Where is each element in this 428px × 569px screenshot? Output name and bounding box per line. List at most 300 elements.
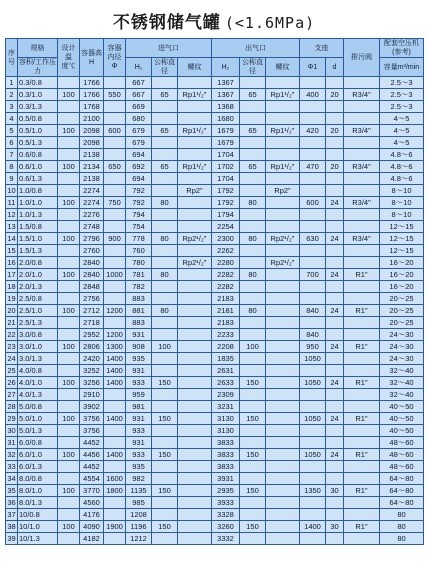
table-cell: 8～10 xyxy=(380,209,424,221)
table-cell: 80 xyxy=(240,197,266,209)
table-cell xyxy=(104,389,126,401)
table-cell: Rp2¹/₂" xyxy=(266,233,300,245)
table-cell: 19 xyxy=(7,293,16,303)
table-cell xyxy=(300,281,326,293)
table-cell xyxy=(266,401,300,413)
table-cell: 10 xyxy=(7,185,16,195)
table-cell: 470 xyxy=(300,161,326,173)
table-cell: 65 xyxy=(152,125,178,137)
table-cell: R1" xyxy=(344,521,380,533)
table-cell xyxy=(240,365,266,377)
table-cell xyxy=(152,257,178,269)
table-cell xyxy=(344,425,380,437)
table-cell xyxy=(326,281,344,293)
table-cell: 1050 xyxy=(300,413,326,425)
table-cell: 1196 xyxy=(126,521,152,533)
table-cell xyxy=(344,329,380,341)
table-cell: 2183 xyxy=(212,317,240,329)
table-cell xyxy=(104,461,126,473)
table-cell xyxy=(344,149,380,161)
table-cell xyxy=(178,173,212,185)
table-row xyxy=(6,389,424,401)
table-cell: 8 xyxy=(6,161,18,173)
table-cell: 2760 xyxy=(80,245,104,257)
table-cell: Rp1¹/₂" xyxy=(178,125,212,137)
table-cell: 28 xyxy=(7,401,16,411)
table-cell: 65 xyxy=(152,89,178,101)
table-cell: 679 xyxy=(126,125,152,137)
table-cell xyxy=(344,221,380,233)
table-cell xyxy=(178,269,212,281)
table-cell xyxy=(344,317,380,329)
table-row xyxy=(6,185,424,197)
table-cell: 2.5～3 xyxy=(380,101,424,113)
table-cell: 4182 xyxy=(80,533,104,545)
table-cell xyxy=(300,317,326,329)
table-row xyxy=(6,77,424,89)
table-cell xyxy=(152,497,178,509)
table-cell: 150 xyxy=(240,377,266,389)
table-cell: 1050 xyxy=(300,353,326,365)
table-cell: 2282 xyxy=(212,269,240,281)
table-cell: R1" xyxy=(344,377,380,389)
table-cell: 4.8～6 xyxy=(380,149,424,161)
table-cell: 2098 xyxy=(80,137,104,149)
table-cell: 17 xyxy=(7,269,16,279)
table-cell: R3/4" xyxy=(344,197,380,209)
table-cell xyxy=(344,497,380,509)
table-cell: 3833 xyxy=(212,437,240,449)
table-cell: 1.5/1.3 xyxy=(18,245,58,257)
table-cell: 2712 xyxy=(80,305,104,317)
table-cell: 2282 xyxy=(212,281,240,293)
table-cell: 4452 xyxy=(80,461,104,473)
table-cell: 985 xyxy=(126,497,152,509)
table-row xyxy=(6,497,424,509)
table-cell xyxy=(58,509,80,521)
table-cell: 2848 xyxy=(80,281,104,293)
table-cell xyxy=(326,173,344,185)
table-cell: 11 xyxy=(6,197,18,209)
table-cell xyxy=(300,497,326,509)
table-cell: 37 xyxy=(7,509,16,519)
table-cell: 2098 xyxy=(80,125,104,137)
table-cell: 30 xyxy=(326,521,344,533)
table-cell: R3/4" xyxy=(344,125,380,137)
table-cell xyxy=(104,317,126,329)
table-cell: 24～30 xyxy=(380,329,424,341)
table-cell xyxy=(178,485,212,497)
table-cell: 778 xyxy=(126,233,152,245)
table-cell: 2138 xyxy=(80,173,104,185)
table-cell: 20～25 xyxy=(380,293,424,305)
table-row xyxy=(6,173,424,185)
table-cell: 630 xyxy=(300,233,326,245)
table-cell xyxy=(178,413,212,425)
table-cell xyxy=(300,113,326,125)
table-cell: Rp1¹/₂" xyxy=(266,161,300,173)
table-cell: 959 xyxy=(126,389,152,401)
header-compressor: 配套空压机(参考) xyxy=(380,39,424,58)
table-row xyxy=(6,125,424,137)
table-cell xyxy=(266,149,300,161)
table-cell xyxy=(152,293,178,305)
table-cell xyxy=(240,101,266,113)
table-cell: 21 xyxy=(7,317,16,327)
table-cell xyxy=(58,257,80,269)
table-cell xyxy=(104,137,126,149)
table-row xyxy=(6,425,424,437)
table-cell: 3260 xyxy=(212,521,240,533)
table-cell xyxy=(326,329,344,341)
table-cell: 2183 xyxy=(212,293,240,305)
table-cell: R3/4" xyxy=(344,89,380,101)
table-cell xyxy=(104,245,126,257)
table-cell xyxy=(152,113,178,125)
table-cell xyxy=(344,533,380,545)
table-cell xyxy=(326,77,344,89)
table-cell: 1200 xyxy=(104,305,126,317)
header-phi1: Φ1 xyxy=(300,58,326,77)
table-cell: Rp2¹/₂" xyxy=(178,257,212,269)
table-cell xyxy=(240,281,266,293)
table-row xyxy=(6,401,424,413)
table-cell: 780 xyxy=(126,257,152,269)
table-cell xyxy=(58,533,80,545)
table-cell: 24～30 xyxy=(380,341,424,353)
table-cell: 931 xyxy=(126,329,152,341)
table-cell xyxy=(300,137,326,149)
table-cell: 1300 xyxy=(104,341,126,353)
table-cell: 1766 xyxy=(80,89,104,101)
table-cell xyxy=(326,425,344,437)
table-cell: 781 xyxy=(126,269,152,281)
table-cell xyxy=(266,209,300,221)
table-cell: 23 xyxy=(7,341,16,351)
table-cell: 2208 xyxy=(212,341,240,353)
header-spec-sub: 容积/工作压力 xyxy=(19,59,56,75)
header-drain: 排污阀 xyxy=(344,39,380,77)
table-cell: 1679 xyxy=(212,125,240,137)
table-cell xyxy=(266,365,300,377)
table-cell xyxy=(104,185,126,197)
table-cell xyxy=(58,209,80,221)
table-cell: 2280 xyxy=(212,257,240,269)
table-cell xyxy=(152,509,178,521)
table-cell: 40～50 xyxy=(380,401,424,413)
table-cell xyxy=(152,473,178,485)
table-cell: 2100 xyxy=(80,113,104,125)
table-row xyxy=(6,533,424,545)
table-cell xyxy=(104,533,126,545)
table-cell: 883 xyxy=(126,293,152,305)
table-cell xyxy=(152,137,178,149)
table-cell: 80 xyxy=(152,233,178,245)
title-text: 不锈钢储气罐 xyxy=(112,13,221,33)
header-inlet-thread: 螺纹 xyxy=(178,58,212,77)
table-cell: 2633 xyxy=(212,377,240,389)
table-cell xyxy=(178,149,212,161)
table-cell xyxy=(240,473,266,485)
table-cell: 2935 xyxy=(212,485,240,497)
table-cell xyxy=(300,437,326,449)
table-cell xyxy=(326,137,344,149)
table-cell xyxy=(266,113,300,125)
table-cell xyxy=(344,101,380,113)
table-cell: 1368 xyxy=(212,101,240,113)
table-cell: 792 xyxy=(126,197,152,209)
table-cell xyxy=(178,221,212,233)
table-cell: 48～60 xyxy=(380,437,424,449)
table-cell: Rp2" xyxy=(178,185,212,197)
table-cell: 150 xyxy=(240,485,266,497)
table-cell xyxy=(152,365,178,377)
table-cell: 20～25 xyxy=(380,317,424,329)
table-cell: 100 xyxy=(58,125,80,137)
table-cell xyxy=(326,461,344,473)
table-cell xyxy=(266,305,300,317)
table-cell: 680 xyxy=(126,113,152,125)
table-cell: 40～50 xyxy=(380,413,424,425)
table-cell: 1400 xyxy=(104,365,126,377)
table-cell xyxy=(58,389,80,401)
header-inlet-dn: 公称直径 xyxy=(152,58,178,77)
table-row xyxy=(6,257,424,269)
table-cell: 3.0/1.0 xyxy=(18,341,58,353)
table-cell xyxy=(344,365,380,377)
table-cell xyxy=(104,113,126,125)
header-support: 支座 xyxy=(300,39,344,58)
table-cell: 1600 xyxy=(104,473,126,485)
table-cell: 0.3/1.0 xyxy=(18,89,58,101)
table-cell xyxy=(300,257,326,269)
table-cell xyxy=(152,185,178,197)
table-cell xyxy=(240,293,266,305)
table-cell xyxy=(344,113,380,125)
table-cell xyxy=(266,245,300,257)
table-cell xyxy=(178,281,212,293)
table-cell xyxy=(344,281,380,293)
table-row xyxy=(6,161,424,173)
table-cell: 38 xyxy=(7,521,16,531)
table-cell: 400 xyxy=(300,89,326,101)
table-row xyxy=(6,341,424,353)
table-cell: 2233 xyxy=(212,329,240,341)
table-cell: 1768 xyxy=(80,101,104,113)
table-cell xyxy=(152,281,178,293)
table-cell xyxy=(58,137,80,149)
table-cell xyxy=(152,425,178,437)
table-cell: 881 xyxy=(126,305,152,317)
table-cell xyxy=(240,509,266,521)
table-cell: 8～10 xyxy=(380,197,424,209)
table-cell xyxy=(58,77,80,89)
table-cell: 0.6/0.8 xyxy=(18,149,58,161)
table-cell: 31 xyxy=(7,437,16,447)
table-cell: 1900 xyxy=(104,521,126,533)
table-cell xyxy=(152,209,178,221)
table-cell: 2134 xyxy=(80,161,104,173)
table-cell: 667 xyxy=(126,89,152,101)
table-cell xyxy=(326,293,344,305)
table-cell: 39 xyxy=(7,533,16,543)
table-cell xyxy=(266,449,300,461)
spec-table-wrap xyxy=(5,38,423,565)
table-cell: 1367 xyxy=(212,89,240,101)
table-cell: 4554 xyxy=(80,473,104,485)
table-cell: 2 xyxy=(6,89,18,101)
table-cell xyxy=(58,293,80,305)
table-cell: R1" xyxy=(344,341,380,353)
table-cell: 3756 xyxy=(80,425,104,437)
table-cell: 667 xyxy=(126,77,152,89)
table-cell xyxy=(326,389,344,401)
table-cell: R1" xyxy=(344,449,380,461)
table-cell: 3902 xyxy=(80,401,104,413)
table-cell xyxy=(178,437,212,449)
table-cell: 1400 xyxy=(104,449,126,461)
table-cell: Rp2¹/₂" xyxy=(266,257,300,269)
table-cell xyxy=(104,209,126,221)
header-compressor-unit: 容量m³/min xyxy=(380,58,424,77)
table-cell: 20 xyxy=(326,89,344,101)
header-no: 序号 xyxy=(6,39,18,77)
table-cell: 6.0/1.0 xyxy=(18,449,58,461)
table-cell: 5.0/1.3 xyxy=(18,425,58,437)
table-cell: 1367 xyxy=(212,77,240,89)
table-cell xyxy=(266,281,300,293)
table-cell xyxy=(300,245,326,257)
table-row xyxy=(6,317,424,329)
table-cell xyxy=(240,389,266,401)
table-cell: 9 xyxy=(6,173,18,185)
table-cell xyxy=(178,497,212,509)
table-cell: 5 xyxy=(6,125,18,137)
table-cell: 931 xyxy=(126,365,152,377)
table-cell: 7 xyxy=(6,149,18,161)
table-cell: Rp1¹/₂" xyxy=(266,89,300,101)
table-cell: 4456 xyxy=(80,449,104,461)
table-cell: 2.5/1.3 xyxy=(18,317,58,329)
table-cell: 26 xyxy=(7,377,16,387)
table-cell: 3332 xyxy=(212,533,240,545)
table-cell xyxy=(178,353,212,365)
spec-table-body xyxy=(6,77,424,545)
table-cell xyxy=(326,353,344,365)
table-cell xyxy=(240,137,266,149)
table-row xyxy=(6,365,424,377)
table-cell xyxy=(152,317,178,329)
table-cell xyxy=(266,521,300,533)
table-cell: 4.8～6 xyxy=(380,161,424,173)
table-cell xyxy=(266,485,300,497)
table-cell: 6.0/0.8 xyxy=(18,437,58,449)
table-cell xyxy=(344,353,380,365)
table-cell: 1680 xyxy=(212,113,240,125)
table-cell: 48～60 xyxy=(380,449,424,461)
table-row xyxy=(6,89,424,101)
table-cell xyxy=(300,473,326,485)
table-cell: 2254 xyxy=(212,221,240,233)
table-cell xyxy=(178,425,212,437)
table-cell: 754 xyxy=(126,221,152,233)
table-cell: 1766 xyxy=(80,77,104,89)
table-cell: Rp1¹/₂" xyxy=(178,161,212,173)
table-cell: 3.0/1.3 xyxy=(18,353,58,365)
table-cell: 0.3/0.8 xyxy=(18,77,58,89)
table-cell: 1.0/1.3 xyxy=(18,209,58,221)
table-cell xyxy=(240,257,266,269)
table-cell xyxy=(326,365,344,377)
table-cell: 33 xyxy=(7,461,16,471)
table-cell: 2.0/1.0 xyxy=(18,269,58,281)
table-cell xyxy=(344,257,380,269)
table-row xyxy=(6,209,424,221)
table-cell: 679 xyxy=(126,137,152,149)
table-cell xyxy=(58,437,80,449)
table-cell: 2138 xyxy=(80,149,104,161)
table-cell: 2631 xyxy=(212,365,240,377)
table-cell: 4.8～6 xyxy=(380,173,424,185)
table-cell xyxy=(58,365,80,377)
table-cell: 8.0/1.0 xyxy=(18,485,58,497)
table-cell xyxy=(240,173,266,185)
table-cell: 933 xyxy=(126,449,152,461)
table-cell: Rp2" xyxy=(266,185,300,197)
table-cell xyxy=(152,101,178,113)
table-cell xyxy=(240,533,266,545)
table-cell xyxy=(326,257,344,269)
table-cell xyxy=(326,209,344,221)
table-cell xyxy=(152,329,178,341)
table-row xyxy=(6,233,424,245)
table-cell xyxy=(178,473,212,485)
table-cell: 0.5/1.3 xyxy=(18,137,58,149)
header-outlet-h: H₂ xyxy=(212,58,240,77)
header-temp: 设计温度℃ xyxy=(58,39,80,77)
title-pressure: (<1.6MPa) xyxy=(224,14,316,32)
table-cell xyxy=(266,377,300,389)
table-cell xyxy=(104,281,126,293)
table-cell xyxy=(326,185,344,197)
table-cell xyxy=(58,185,80,197)
table-cell: 20 xyxy=(326,161,344,173)
table-cell: Rp1¹/₂" xyxy=(266,125,300,137)
table-cell: 750 xyxy=(104,197,126,209)
table-cell xyxy=(58,461,80,473)
table-cell: 24 xyxy=(326,305,344,317)
table-cell: 3833 xyxy=(212,461,240,473)
table-cell xyxy=(152,389,178,401)
table-cell: 27 xyxy=(7,389,16,399)
table-cell: 1050 xyxy=(300,449,326,461)
table-cell xyxy=(178,461,212,473)
table-cell xyxy=(178,293,212,305)
table-cell xyxy=(152,77,178,89)
table-cell xyxy=(300,149,326,161)
table-cell: 8.0/1.3 xyxy=(18,497,58,509)
table-cell: 16～20 xyxy=(380,269,424,281)
table-cell xyxy=(266,389,300,401)
table-cell xyxy=(178,365,212,377)
table-cell xyxy=(300,101,326,113)
table-row xyxy=(6,149,424,161)
table-cell xyxy=(104,497,126,509)
table-row xyxy=(6,137,424,149)
table-cell xyxy=(344,401,380,413)
table-cell: 4.0/1.0 xyxy=(18,377,58,389)
table-cell: 840 xyxy=(300,305,326,317)
